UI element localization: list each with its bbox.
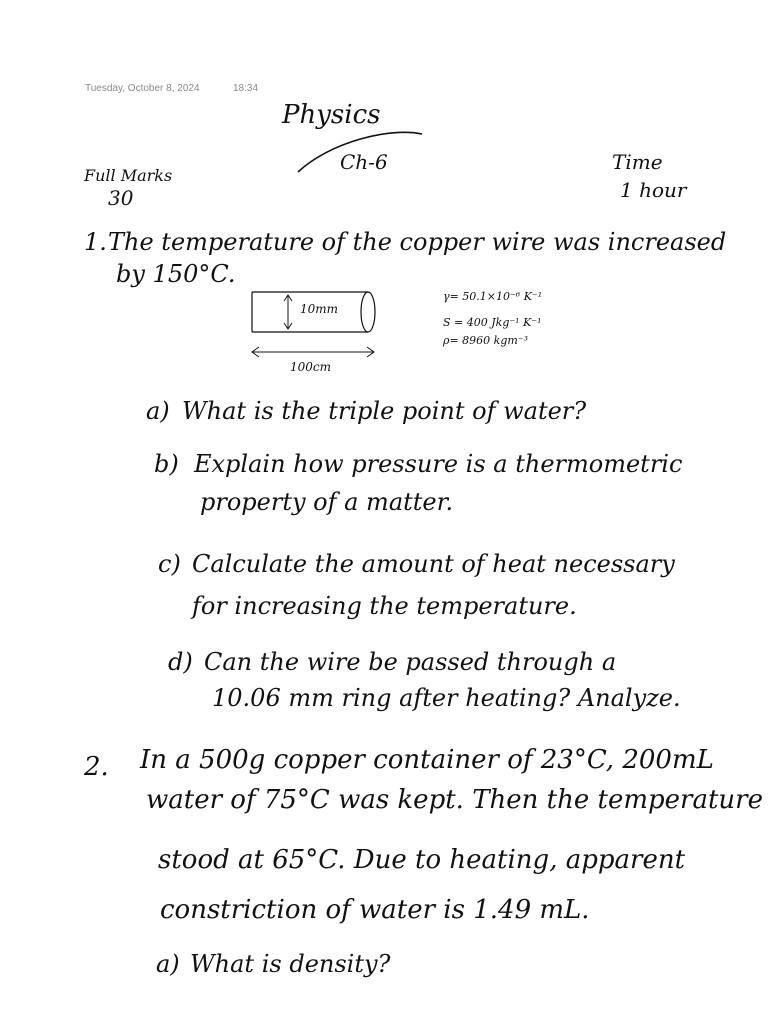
full-marks-value: 30 (108, 186, 134, 210)
wire-length-label: 100cm (290, 360, 332, 374)
q2a-label: a) (156, 950, 180, 978)
q1c-label: c) (158, 550, 181, 578)
q1-line2: by 150°C. (116, 260, 236, 288)
q1b-line2: property of a matter. (200, 488, 454, 516)
note-date: Tuesday, October 8, 2024 (85, 83, 200, 94)
q2-line3: stood at 65°C. Due to heating, apparent (158, 845, 686, 875)
q1a-label: a) (146, 397, 170, 425)
chapter-label: Ch-6 (340, 150, 388, 174)
q1c-line1: Calculate the amount of heat necessary (192, 550, 675, 578)
time-label: Time (612, 150, 663, 174)
q2a-text: What is density? (190, 950, 391, 978)
q1d-label: d) (168, 648, 193, 676)
q2-line1: In a 500g copper container of 23°C, 200mL (140, 745, 714, 775)
constant-density: ρ= 8960 kgm⁻³ (443, 334, 529, 347)
q2-line2: water of 75°C was kept. Then the temperature (146, 785, 763, 815)
time-value: 1 hour (620, 178, 687, 202)
full-marks-label: Full Marks (84, 166, 173, 185)
constant-expansion: γ= 50.1×10⁻⁶ K⁻¹ (443, 290, 543, 303)
q2-number: 2. (84, 752, 109, 782)
q1d-line1: Can the wire be passed through a (204, 648, 617, 676)
q1b-label: b) (154, 450, 179, 478)
wire-diameter-label: 10mm (300, 302, 339, 316)
constant-specific-heat: S = 400 Jkg⁻¹ K⁻¹ (443, 316, 542, 329)
q2-line4: constriction of water is 1.49 mL. (160, 895, 590, 925)
note-time: 18:34 (233, 83, 259, 94)
wire-diagram (240, 280, 390, 370)
q1b-line1: Explain how pressure is a thermometric (194, 450, 683, 478)
q1-line1: The temperature of the copper wire was increased (108, 228, 727, 256)
q1-number: 1. (84, 228, 107, 256)
q1d-line2: 10.06 mm ring after heating? Analyze. (212, 684, 681, 712)
q1a-text: What is the triple point of water? (182, 397, 587, 425)
q1c-line2: for increasing the temperature. (192, 592, 577, 620)
page-title: Physics (282, 100, 381, 130)
